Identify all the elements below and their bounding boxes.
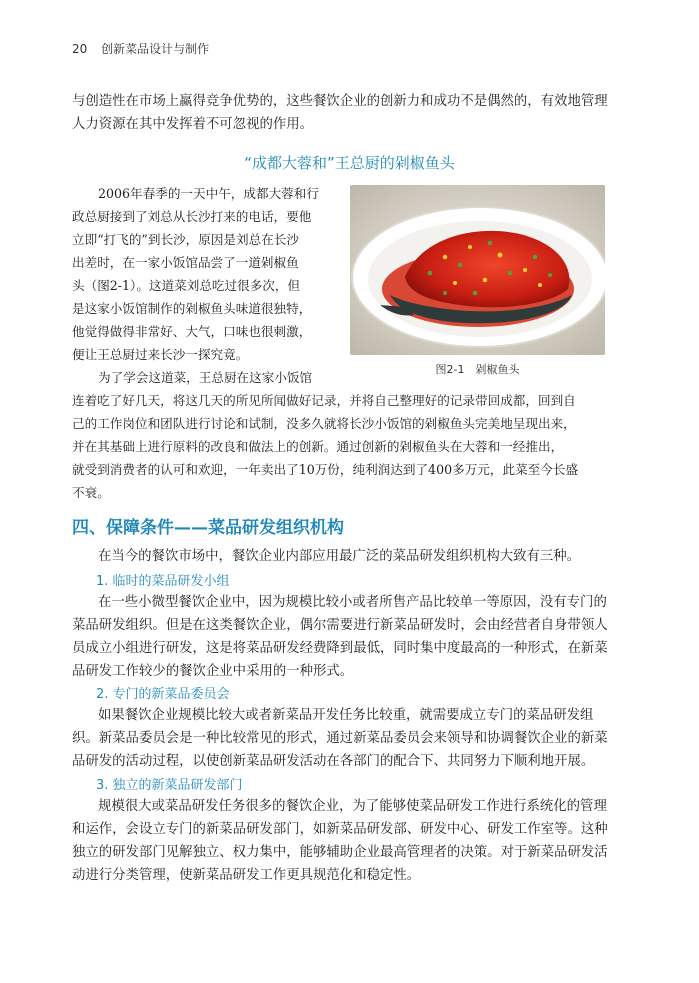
body-line: 独立的研发部门见解独立、权力集中，能够辅助企业最高管理者的决策。对于新菜品研发活 xyxy=(72,845,608,860)
body-line: 动进行分类管理，使新菜品研发工作更具规范化和稳定性。 xyxy=(72,868,421,883)
subsection-body xyxy=(72,795,612,887)
case-cont-line: 为了学会这道菜，王总厨在这家小饭馆 xyxy=(98,370,313,385)
section-intro: 在当今的餐饮市场中，餐饮企业内部应用最广泛的菜品研发组织机构大致有三种。 xyxy=(98,549,581,564)
case-cont-line: 就受到消费者的认可和欢迎，一年卖出了10万份，纯利润达到了400多万元，此菜至今长盛 xyxy=(72,462,579,477)
body-line: 品研发工作较少的餐饮企业中采用的一种形式。 xyxy=(72,664,354,679)
page-header xyxy=(72,40,209,57)
figure-caption: 图2-1 剁椒鱼头 xyxy=(435,363,520,376)
body-line: 菜品研发组织。但是在这类餐饮企业，偶尔需要进行新菜品研发时，会由经营者自身带领人 xyxy=(72,618,608,633)
case-cont-line: 不衰。 xyxy=(72,485,110,500)
body-line: 员成立小组进行研发，这是将菜品研发经费降到最低，同时集中度最高的一种形式，在新菜 xyxy=(72,641,608,656)
case-title: “成都大蓉和”王总厨的剁椒鱼头 xyxy=(244,154,455,172)
case-line: 出差时，在一家小饭馆品尝了一道剁椒鱼 xyxy=(72,255,299,270)
subsection-body xyxy=(72,591,612,683)
body-line: 如果餐饮企业规模比较大或者新菜品开发任务比较重，就需要成立专门的菜品研发组 xyxy=(98,708,594,723)
body-line: 规模很大或菜品研发任务很多的餐饮企业，为了能够使菜品研发工作进行系统化的管理 xyxy=(98,799,607,814)
case-line: 立即“打飞的”到长沙，原因是刘总在长沙 xyxy=(72,232,299,247)
body-line: 织。新菜品委员会是一种比较常见的形式，通过新菜品委员会来领导和协调餐饮企业的新菜 xyxy=(72,731,608,746)
intro-paragraph: 与创造性在市场上赢得竞争优势的，这些餐饮企业的创新力和成功不是偶然的，有效地管理人力资源在其中发挥着不可忽视的作用。 xyxy=(72,94,608,132)
subsection-heading: 2. 专门的新菜品委员会 xyxy=(96,687,230,702)
subsection-heading: 3. 独立的新菜品研发部门 xyxy=(96,778,243,793)
case-cont-line: 己的工作岗位和团队进行讨论和试制，没多久就将长沙小饭馆的剁椒鱼头完美地呈现出来， xyxy=(72,416,576,431)
body-line: 和运作，会设立专门的新菜品研发部门，如新菜品研发部、研发中心、研发工作室等。这种 xyxy=(72,822,608,837)
chopped-chili-fish-head-photo xyxy=(350,185,605,355)
case-line: 头（图2-1）。这道菜刘总吃过很多次，但 xyxy=(72,278,301,293)
case-line: 便让王总厨过来长沙一探究竟。 xyxy=(72,347,249,362)
case-continuation xyxy=(72,366,612,504)
subsection-heading: 1. 临时的菜品研发小组 xyxy=(96,574,230,589)
case-cont-line: 连着吃了好几天，将这几天的所见所闻做好记录，并将自己整理好的记录带回成都，回到自 xyxy=(72,393,576,408)
fish-dish-illustration xyxy=(350,185,605,355)
case-cont-line: 并在其基础上进行原料的改良和做法上的创新。通过创新的剁椒鱼头在大蓉和一经推出， xyxy=(72,439,564,454)
section-heading: 四、保障条件——菜品研发组织机构 xyxy=(72,518,344,538)
case-line: 政总厨接到了刘总从长沙打来的电话，要他 xyxy=(72,209,312,224)
body-line: 品研发的活动过程，以使创新菜品研发活动在各部门的配合下、共同努力下顺利地开展。 xyxy=(72,754,595,769)
case-text-block xyxy=(72,182,336,366)
subsection-body xyxy=(72,704,612,773)
case-line: 他觉得做得非常好、大气，口味也很刺激， xyxy=(72,324,312,339)
book-title: 创新菜品设计与制作 xyxy=(101,42,210,56)
case-line: 是这家小饭馆制作的剁椒鱼头味道很独特， xyxy=(72,301,312,316)
page-number: 20 xyxy=(72,42,88,56)
case-line: 2006年春季的一天中午，成都大蓉和行 xyxy=(98,186,319,201)
body-line: 在一些小微型餐饮企业中，因为规模比较小或者所售产品比较单一等原因，没有专门的 xyxy=(98,595,607,610)
